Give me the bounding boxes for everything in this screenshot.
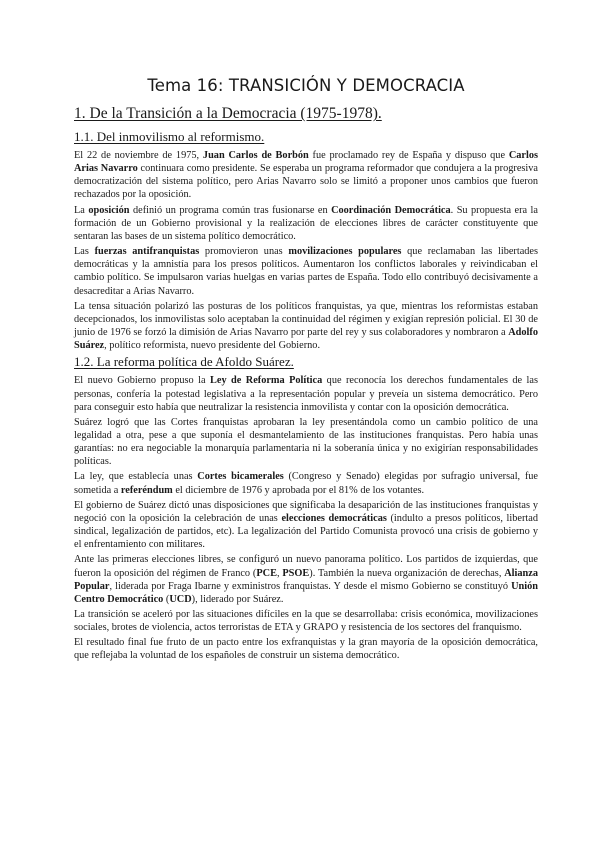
text-run: , político reformista, nuevo presidente del Gobierno. — [104, 340, 321, 352]
text-run: continuara como presidente. Se esperaba un programa reformador que condujera a la progresiva democratización del sistema político, pero Arias Navarro solo se limitó a proponer unos cambios que fueron rechazados por la oposición. — [74, 163, 538, 201]
text-run: definió un programa común tras fusionarse en — [129, 204, 332, 216]
text-run: que reconocía los derechos fundamentales de las personas, confería la potestad legislativa a la representación popular y preveía un sistema democrático. Pero para conseguir esto había que neutralizar la resistencia inmovilista y contar con la oposición democrática. — [74, 375, 538, 413]
text-run: promovieron unas — [199, 246, 289, 258]
text-run: Suárez logró que las Cortes franquistas aprobaran la ley presentándola como un cambio político de una legalidad a otra, pese a que suponía el desmantelamiento de las instituciones franquistas. Pero había unas garantías: no era negociable la monarquía parlamentaria ni la soberanía única y no exigirían responsabilidades políticas. — [74, 416, 538, 468]
section-heading: 1. De la Transición a la Democracia (1975-1978). — [74, 105, 382, 122]
text-run: ( — [163, 593, 170, 605]
text-run: La ley, que establecía unas — [74, 471, 198, 483]
subsection-heading: 1.2. La reforma política de Afoldo Suárez. — [74, 354, 294, 370]
text-run: (Congreso y Senado) elegidas por sufragio universal, fue sometida a — [74, 471, 538, 496]
bold-term: Juan Carlos de Borbón — [202, 150, 309, 161]
bold-term: referéndum — [120, 484, 173, 496]
bold-term: oposición — [88, 204, 130, 216]
bold-term: Adolfo Suárez — [74, 327, 538, 352]
bold-term: UCD — [169, 593, 192, 605]
bold-term: PCE — [256, 567, 277, 579]
paragraph — [74, 374, 538, 413]
text-run: Ante las primeras elecciones libres, se configuró un nuevo panorama político. Los partidos de izquierdas, que fueron la oposición del régimen de Franco ( — [74, 554, 538, 579]
bold-term: Alianza Popular — [74, 567, 539, 592]
text-run: fue proclamado rey de España y dispuso que — [308, 150, 509, 161]
text-run: (indulto a presos políticos, libertad sindical, legalización de partidos, etc). La legalización del Partido Comunista provocó una crisis de gobierno y el enfrentamiento con militares. — [74, 512, 538, 551]
text-run: Las — [74, 246, 95, 258]
text-run: El 22 de noviembre de 1975, — [74, 150, 203, 161]
paragraph — [74, 553, 538, 606]
paragraph — [74, 300, 538, 353]
bold-term: fuerzas antifranquistas — [94, 246, 200, 258]
subsection-heading: 1.1. Del inmovilismo al reformismo. — [74, 129, 265, 144]
bold-term: Coordinación Democrática — [331, 204, 451, 216]
text-run: La transición se aceleró por las situaciones difíciles en la que se desarrollaba: crisis económica, movilizaciones sociales, brotes de violencia, actos terroristas de ETA y GRAPO y resistencia de los sectores del franquismo. — [74, 609, 538, 634]
bold-term: movilizaciones populares — [288, 246, 402, 258]
bold-term: Carlos Arias Navarro — [74, 150, 538, 175]
text-run: que reclamaban las libertades democráticas y la amnistía para los presos políticos. Aumentaron los conflictos laborales y reivindicaban el cambio político. Se impulsaron varias huelgas en varias partes de España. Todo ello contribuyó decisivamente a desacreditar a Arias Navarro. — [74, 246, 539, 297]
text-run: , — [276, 567, 283, 579]
text-run: el diciembre de 1976 y aprobada por el 81% de los votantes. — [172, 484, 425, 496]
bold-term: elecciones democráticas — [281, 512, 387, 524]
text-run: ), liderado por Suárez. — [191, 593, 284, 605]
paragraph — [74, 245, 538, 298]
paragraph — [74, 608, 538, 634]
document-title: Tema 16: TRANSICIÓN Y DEMOCRACIA — [147, 76, 465, 95]
paragraph — [74, 470, 538, 496]
bold-term: Ley de Reforma Política — [210, 375, 323, 387]
text-run: El resultado final fue fruto de un pacto entre los exfranquistas y la gran mayoría de la oposición democrática, que reflejaba la voluntad de los españoles de construir un sistema democrático. — [74, 637, 538, 662]
bold-term: PSOE — [282, 567, 310, 579]
paragraph — [74, 149, 538, 202]
text-run: El nuevo Gobierno propuso la — [74, 375, 210, 387]
paragraph — [74, 416, 538, 469]
text-run: . Su propuesta era la formación de un Gobierno provisional y la realización de elecciones libres de carácter constituyente que sentaran las bases de un sistema político democrático. — [74, 204, 538, 242]
text-run: El gobierno de Suárez dictó unas disposiciones que significaba la desaparición de las instituciones franquistas y negoció con la oposición la celebración de unas — [74, 499, 538, 524]
bold-term: Cortes bicamerales — [197, 471, 284, 483]
paragraph — [74, 636, 538, 662]
text-run: La tensa situación polarizó las posturas de los políticos franquistas, ya que, mientras los reformistas estaban decepcionados, los inmovilistas solo aceptaban la continuidad del régimen y exigían represión policial. El 30 de junio de 1976 se forzó la dimisión de Arias Navarro por parte del rey y sus colaboradores y nombraron a — [74, 300, 538, 339]
paragraph — [74, 499, 538, 552]
text-run: , liderada por Fraga Ibarne y exministros franquistas. Y desde el mismo Gobierno se constituyó — [109, 580, 512, 592]
text-run: ). También la nueva organización de derechas, — [309, 567, 505, 579]
bold-term: Unión Centro Democrático — [74, 580, 538, 605]
text-run: La — [74, 204, 89, 216]
paragraph — [74, 204, 538, 243]
